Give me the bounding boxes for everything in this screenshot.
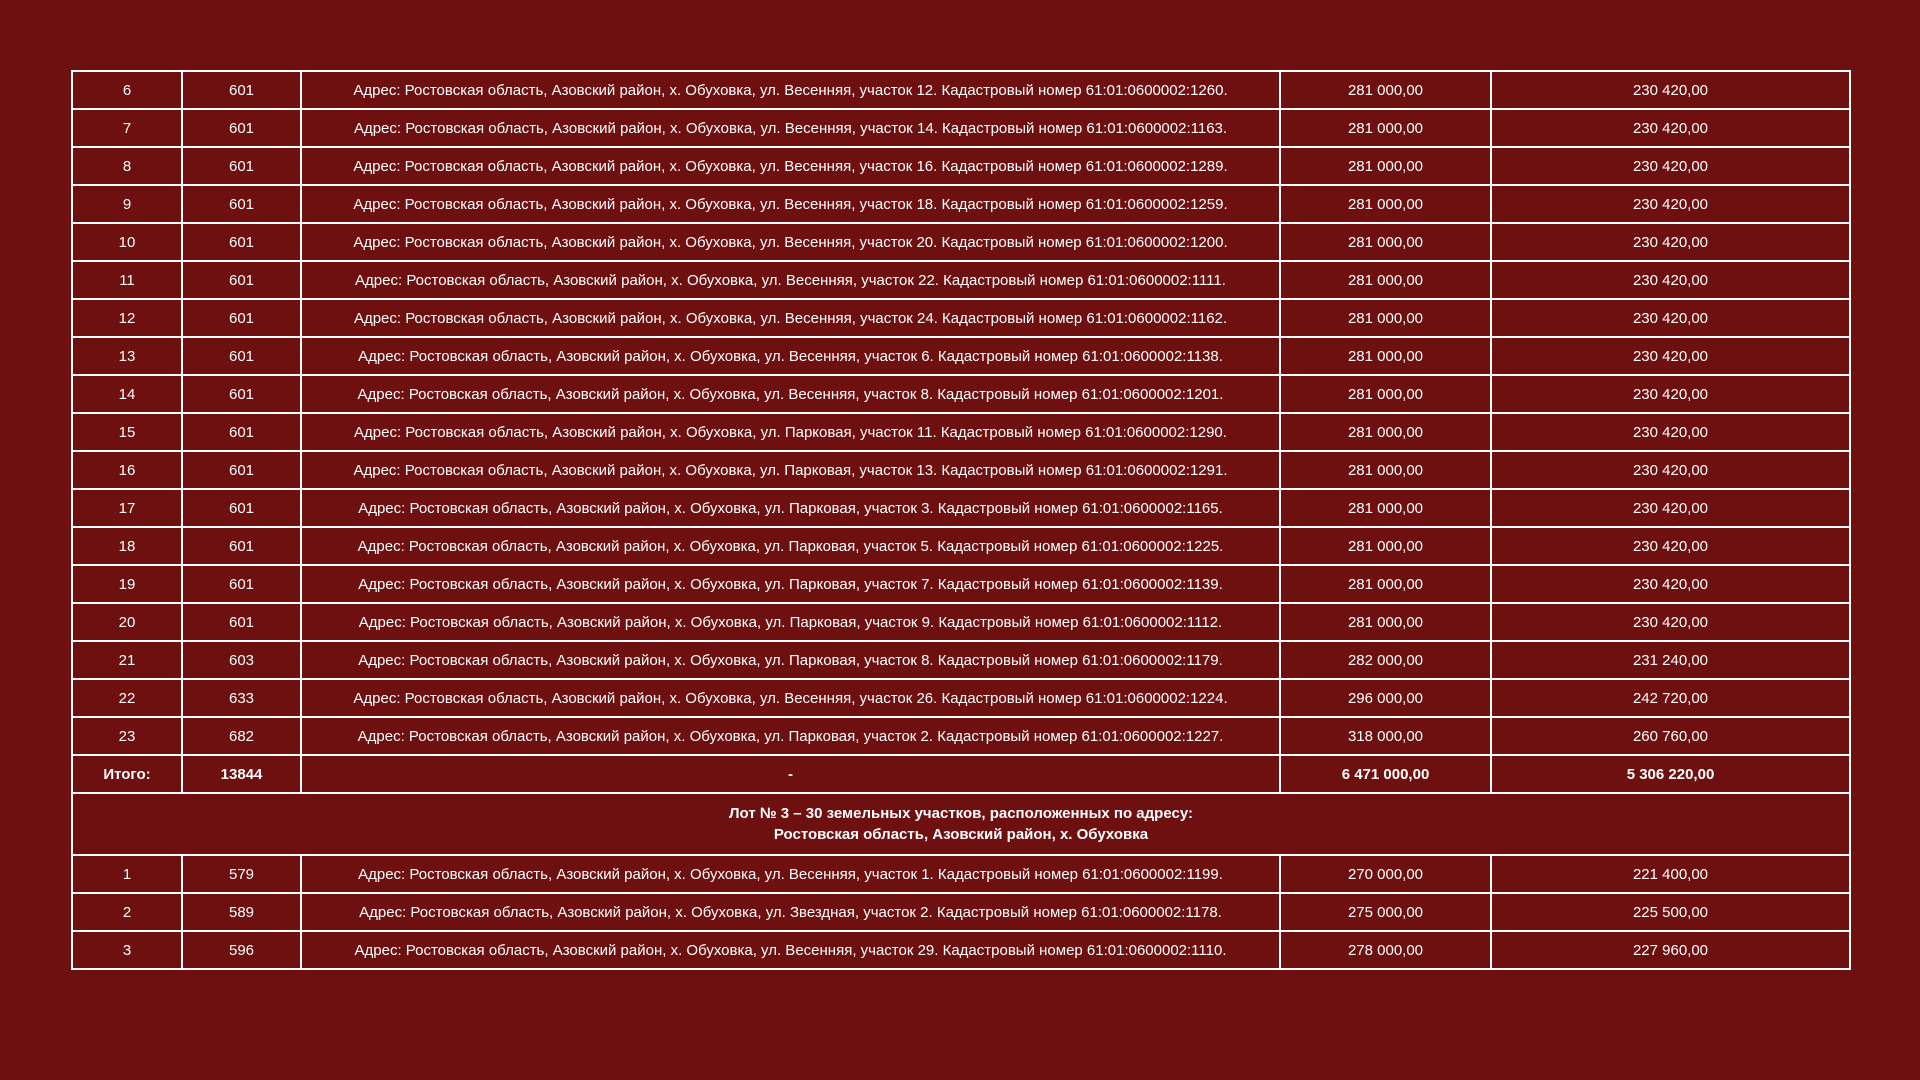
table-row — [72, 185, 1850, 223]
deposit-cell: 230 420,00 — [1491, 451, 1850, 489]
address-cell: Адрес: Ростовская область, Азовский район, х. Обуховка, ул. Парковая, участок 9. Кадастровый номер 61:01:0600002:1112. — [301, 603, 1280, 641]
deposit-cell: 230 420,00 — [1491, 299, 1850, 337]
address-cell: Адрес: Ростовская область, Азовский район, х. Обуховка, ул. Весенняя, участок 6. Кадастровый номер 61:01:0600002:1138. — [301, 337, 1280, 375]
deposit-cell: 230 420,00 — [1491, 527, 1850, 565]
address-cell: Адрес: Ростовская область, Азовский район, х. Обуховка, ул. Весенняя, участок 12. Кадастровый номер 61:01:0600002:1260. — [301, 71, 1280, 109]
total-deposit: 5 306 220,00 — [1491, 755, 1850, 793]
deposit-cell: 242 720,00 — [1491, 679, 1850, 717]
price-cell: 281 000,00 — [1280, 261, 1491, 299]
row-number-cell: 12 — [72, 299, 182, 337]
price-cell: 275 000,00 — [1280, 893, 1491, 931]
document-page — [71, 70, 1849, 970]
area-cell: 601 — [182, 223, 301, 261]
deposit-cell: 231 240,00 — [1491, 641, 1850, 679]
total-price: 6 471 000,00 — [1280, 755, 1491, 793]
deposit-cell: 230 420,00 — [1491, 109, 1850, 147]
area-cell: 682 — [182, 717, 301, 755]
table-row — [72, 641, 1850, 679]
address-cell: Адрес: Ростовская область, Азовский район, х. Обуховка, ул. Парковая, участок 8. Кадастровый номер 61:01:0600002:1179. — [301, 641, 1280, 679]
row-number-cell: 9 — [72, 185, 182, 223]
address-cell: Адрес: Ростовская область, Азовский район, х. Обуховка, ул. Весенняя, участок 16. Кадастровый номер 61:01:0600002:1289. — [301, 147, 1280, 185]
row-number-cell: 3 — [72, 931, 182, 969]
price-cell: 278 000,00 — [1280, 931, 1491, 969]
deposit-cell: 230 420,00 — [1491, 489, 1850, 527]
row-number-cell: 15 — [72, 413, 182, 451]
area-cell: 601 — [182, 147, 301, 185]
table-row — [72, 565, 1850, 603]
table-row — [72, 893, 1850, 931]
deposit-cell: 230 420,00 — [1491, 603, 1850, 641]
total-area: 13844 — [182, 755, 301, 793]
price-cell: 296 000,00 — [1280, 679, 1491, 717]
row-number-cell: 17 — [72, 489, 182, 527]
row-number-cell: 1 — [72, 855, 182, 893]
total-label: Итого: — [72, 755, 182, 793]
table-row — [72, 147, 1850, 185]
area-cell: 589 — [182, 893, 301, 931]
table-row — [72, 71, 1850, 109]
area-cell: 601 — [182, 565, 301, 603]
land-plots-table — [71, 70, 1851, 970]
total-address: - — [301, 755, 1280, 793]
table-row — [72, 261, 1850, 299]
address-cell: Адрес: Ростовская область, Азовский район, х. Обуховка, ул. Весенняя, участок 24. Кадастровый номер 61:01:0600002:1162. — [301, 299, 1280, 337]
lot-header-row — [72, 793, 1850, 855]
area-cell: 601 — [182, 375, 301, 413]
row-number-cell: 6 — [72, 71, 182, 109]
row-number-cell: 7 — [72, 109, 182, 147]
deposit-cell: 230 420,00 — [1491, 413, 1850, 451]
area-cell: 601 — [182, 413, 301, 451]
area-cell: 601 — [182, 451, 301, 489]
deposit-cell: 225 500,00 — [1491, 893, 1850, 931]
price-cell: 281 000,00 — [1280, 603, 1491, 641]
deposit-cell: 230 420,00 — [1491, 565, 1850, 603]
deposit-cell: 227 960,00 — [1491, 931, 1850, 969]
deposit-cell: 260 760,00 — [1491, 717, 1850, 755]
lot-header-cell — [72, 793, 1850, 855]
row-number-cell: 14 — [72, 375, 182, 413]
address-cell: Адрес: Ростовская область, Азовский район, х. Обуховка, ул. Весенняя, участок 14. Кадастровый номер 61:01:0600002:1163. — [301, 109, 1280, 147]
deposit-cell: 230 420,00 — [1491, 337, 1850, 375]
table-row — [72, 413, 1850, 451]
area-cell: 633 — [182, 679, 301, 717]
row-number-cell: 23 — [72, 717, 182, 755]
price-cell: 281 000,00 — [1280, 71, 1491, 109]
row-number-cell: 8 — [72, 147, 182, 185]
price-cell: 281 000,00 — [1280, 337, 1491, 375]
price-cell: 281 000,00 — [1280, 451, 1491, 489]
price-cell: 281 000,00 — [1280, 527, 1491, 565]
table-row — [72, 931, 1850, 969]
row-number-cell: 21 — [72, 641, 182, 679]
row-number-cell: 18 — [72, 527, 182, 565]
area-cell: 601 — [182, 261, 301, 299]
total-row — [72, 755, 1850, 793]
row-number-cell: 19 — [72, 565, 182, 603]
address-cell: Адрес: Ростовская область, Азовский район, х. Обуховка, ул. Звездная, участок 2. Кадастровый номер 61:01:0600002:1178. — [301, 893, 1280, 931]
table-row — [72, 527, 1850, 565]
address-cell: Адрес: Ростовская область, Азовский район, х. Обуховка, ул. Весенняя, участок 18. Кадастровый номер 61:01:0600002:1259. — [301, 185, 1280, 223]
deposit-cell: 230 420,00 — [1491, 185, 1850, 223]
table-row — [72, 223, 1850, 261]
table-row — [72, 679, 1850, 717]
table-row — [72, 451, 1850, 489]
deposit-cell: 230 420,00 — [1491, 71, 1850, 109]
row-number-cell: 20 — [72, 603, 182, 641]
row-number-cell: 22 — [72, 679, 182, 717]
address-cell: Адрес: Ростовская область, Азовский район, х. Обуховка, ул. Весенняя, участок 8. Кадастровый номер 61:01:0600002:1201. — [301, 375, 1280, 413]
deposit-cell: 230 420,00 — [1491, 223, 1850, 261]
table-body — [72, 71, 1850, 969]
row-number-cell: 11 — [72, 261, 182, 299]
price-cell: 281 000,00 — [1280, 565, 1491, 603]
area-cell: 601 — [182, 109, 301, 147]
price-cell: 281 000,00 — [1280, 109, 1491, 147]
deposit-cell: 230 420,00 — [1491, 261, 1850, 299]
table-row — [72, 375, 1850, 413]
price-cell: 281 000,00 — [1280, 413, 1491, 451]
row-number-cell: 13 — [72, 337, 182, 375]
deposit-cell: 230 420,00 — [1491, 375, 1850, 413]
area-cell: 579 — [182, 855, 301, 893]
price-cell: 281 000,00 — [1280, 147, 1491, 185]
area-cell: 596 — [182, 931, 301, 969]
address-cell: Адрес: Ростовская область, Азовский район, х. Обуховка, ул. Весенняя, участок 20. Кадастровый номер 61:01:0600002:1200. — [301, 223, 1280, 261]
area-cell: 601 — [182, 527, 301, 565]
price-cell: 270 000,00 — [1280, 855, 1491, 893]
table-row — [72, 717, 1850, 755]
address-cell: Адрес: Ростовская область, Азовский район, х. Обуховка, ул. Весенняя, участок 29. Кадастровый номер 61:01:0600002:1110. — [301, 931, 1280, 969]
address-cell: Адрес: Ростовская область, Азовский район, х. Обуховка, ул. Весенняя, участок 26. Кадастровый номер 61:01:0600002:1224. — [301, 679, 1280, 717]
deposit-cell: 230 420,00 — [1491, 147, 1850, 185]
price-cell: 282 000,00 — [1280, 641, 1491, 679]
address-cell: Адрес: Ростовская область, Азовский район, х. Обуховка, ул. Весенняя, участок 22. Кадастровый номер 61:01:0600002:1111. — [301, 261, 1280, 299]
price-cell: 281 000,00 — [1280, 489, 1491, 527]
area-cell: 603 — [182, 641, 301, 679]
lot-title-line1: Лот № 3 – 30 земельных участков, расположенных по адресу: — [729, 805, 1193, 822]
lot-title-line2: Ростовская область, Азовский район, х. Обуховка — [773, 826, 1149, 843]
area-cell: 601 — [182, 71, 301, 109]
address-cell: Адрес: Ростовская область, Азовский район, х. Обуховка, ул. Парковая, участок 13. Кадастровый номер 61:01:0600002:1291. — [301, 451, 1280, 489]
price-cell: 281 000,00 — [1280, 375, 1491, 413]
table-row — [72, 855, 1850, 893]
row-number-cell: 10 — [72, 223, 182, 261]
price-cell: 318 000,00 — [1280, 717, 1491, 755]
area-cell: 601 — [182, 337, 301, 375]
table-row — [72, 299, 1850, 337]
price-cell: 281 000,00 — [1280, 299, 1491, 337]
area-cell: 601 — [182, 603, 301, 641]
address-cell: Адрес: Ростовская область, Азовский район, х. Обуховка, ул. Парковая, участок 2. Кадастровый номер 61:01:0600002:1227. — [301, 717, 1280, 755]
table-row — [72, 603, 1850, 641]
price-cell: 281 000,00 — [1280, 185, 1491, 223]
table-row — [72, 489, 1850, 527]
area-cell: 601 — [182, 489, 301, 527]
row-number-cell: 16 — [72, 451, 182, 489]
price-cell: 281 000,00 — [1280, 223, 1491, 261]
area-cell: 601 — [182, 299, 301, 337]
area-cell: 601 — [182, 185, 301, 223]
table-row — [72, 109, 1850, 147]
row-number-cell: 2 — [72, 893, 182, 931]
address-cell: Адрес: Ростовская область, Азовский район, х. Обуховка, ул. Парковая, участок 7. Кадастровый номер 61:01:0600002:1139. — [301, 565, 1280, 603]
deposit-cell: 221 400,00 — [1491, 855, 1850, 893]
address-cell: Адрес: Ростовская область, Азовский район, х. Обуховка, ул. Парковая, участок 11. Кадастровый номер 61:01:0600002:1290. — [301, 413, 1280, 451]
address-cell: Адрес: Ростовская область, Азовский район, х. Обуховка, ул. Парковая, участок 5. Кадастровый номер 61:01:0600002:1225. — [301, 527, 1280, 565]
address-cell: Адрес: Ростовская область, Азовский район, х. Обуховка, ул. Весенняя, участок 1. Кадастровый номер 61:01:0600002:1199. — [301, 855, 1280, 893]
address-cell: Адрес: Ростовская область, Азовский район, х. Обуховка, ул. Парковая, участок 3. Кадастровый номер 61:01:0600002:1165. — [301, 489, 1280, 527]
table-row — [72, 337, 1850, 375]
